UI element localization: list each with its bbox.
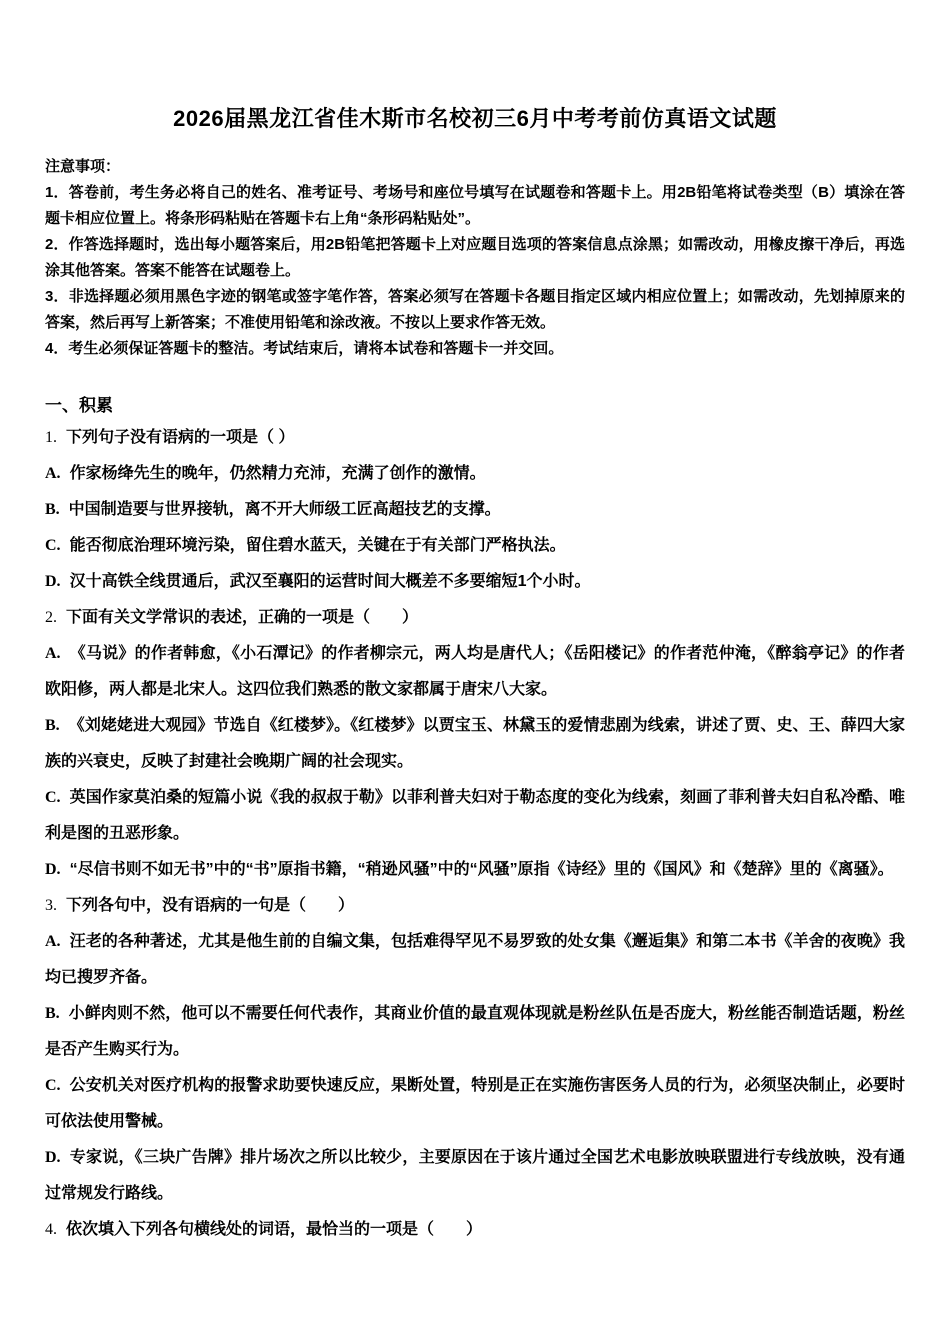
option-b-label: B. bbox=[45, 501, 60, 518]
question-2-stem-text: 下面有关文学常识的表述，正确的一项是（ ） bbox=[66, 609, 419, 626]
question-1-option-b bbox=[45, 492, 905, 528]
question-3-stem-text: 下列各句中，没有语病的一句是（ ） bbox=[66, 897, 355, 914]
question-3-stem bbox=[45, 888, 905, 924]
question-2-option-d bbox=[45, 852, 905, 888]
question-1-stem-text: 下列句子没有语病的一项是（ ） bbox=[66, 429, 295, 446]
option-c-text: 公安机关对医疗机构的报警求助要快速反应，果断处置，特别是正在实施伤害医务人员的行为，必须坚决制止，必要时可依法使用警械。 bbox=[45, 1077, 905, 1130]
question-4-number: 4. bbox=[45, 1221, 57, 1238]
option-c-text: 能否彻底治理环境污染，留住碧水蓝天，关键在于有关部门严格执法。 bbox=[69, 537, 566, 554]
notice-item-2: 2．作答选择题时，选出每小题答案后，用2B铅笔把答题卡上对应题目选项的答案信息点涂黑；如需改动，用橡皮擦干净后，再选涂其他答案。答案不能答在试题卷上。 bbox=[45, 236, 905, 279]
option-b-label: B. bbox=[45, 717, 60, 734]
page-title: 2026届黑龙江省佳木斯市名校初三6月中考考前仿真语文试题 bbox=[173, 106, 777, 131]
notice-item-1: 1．答卷前，考生务必将自己的姓名、准考证号、考场号和座位号填写在试题卷和答题卡上。用2B铅笔将试卷类型（B）填涂在答题卡相应位置上。将条形码粘贴在答题卡右上角“条形码粘贴处”。 bbox=[45, 184, 905, 227]
question-3-option-a bbox=[45, 924, 905, 996]
option-a-text: 《马说》的作者韩愈，《小石潭记》的作者柳宗元，两人均是唐代人；《岳阳楼记》的作者范仲淹，《醉翁亭记》的作者欧阳修，两人都是北宋人。这四位我们熟悉的散文家都属于唐宋八大家。 bbox=[45, 645, 905, 698]
question-1-option-c bbox=[45, 528, 905, 564]
notice-item-4: 4．考生必须保证答题卡的整洁。考试结束后，请将本试卷和答题卡一并交回。 bbox=[45, 340, 564, 357]
option-c-label: C. bbox=[45, 1077, 61, 1094]
question-2-option-a bbox=[45, 636, 905, 708]
notice-section bbox=[45, 154, 905, 362]
question-4-stem bbox=[45, 1212, 905, 1248]
option-b-label: B. bbox=[45, 1005, 60, 1022]
question-3-option-b bbox=[45, 996, 905, 1068]
option-d-label: D. bbox=[45, 1149, 61, 1166]
question-2-option-c bbox=[45, 780, 905, 852]
question-2 bbox=[45, 600, 905, 888]
option-a-label: A. bbox=[45, 645, 61, 662]
question-3-option-c bbox=[45, 1068, 905, 1140]
option-a-text: 汪老的各种著述，尤其是他生前的自编文集，包括难得罕见不易罗致的处女集《邂逅集》和第二本书《羊舍的夜晚》我均已搜罗齐备。 bbox=[45, 933, 905, 986]
notice-item-3: 3．非选择题必须用黑色字迹的钢笔或签字笔作答，答案必须写在答题卡各题目指定区域内相应位置上；如需改动，先划掉原来的答案，然后再写上新答案；不准使用铅笔和涂改液。不按以上要求作答无效。 bbox=[45, 288, 905, 331]
option-c-label: C. bbox=[45, 789, 61, 806]
question-1-number: 1. bbox=[45, 429, 57, 446]
question-1-stem bbox=[45, 420, 905, 456]
section-accumulation bbox=[45, 392, 905, 1248]
option-d-label: D. bbox=[45, 573, 61, 590]
question-3 bbox=[45, 888, 905, 1212]
notice-heading: 注意事项： bbox=[45, 158, 121, 175]
question-4 bbox=[45, 1212, 905, 1248]
option-a-label: A. bbox=[45, 933, 61, 950]
question-2-stem bbox=[45, 600, 905, 636]
section-heading: 一、积累 bbox=[45, 396, 113, 415]
option-d-text: 专家说，《三块广告牌》排片场次之所以比较少，主要原因在于该片通过全国艺术电影放映联盟进行专线放映，没有通过常规发行路线。 bbox=[45, 1149, 905, 1202]
question-1 bbox=[45, 420, 905, 600]
option-c-label: C. bbox=[45, 537, 61, 554]
question-1-option-d bbox=[45, 564, 905, 600]
question-4-stem-text: 依次填入下列各句横线处的词语，最恰当的一项是（ ） bbox=[66, 1221, 483, 1238]
option-c-text: 英国作家莫泊桑的短篇小说《我的叔叔于勒》以菲利普夫妇对于勒态度的变化为线索，刻画了菲利普夫妇自私冷酷、唯利是图的丑恶形象。 bbox=[45, 789, 905, 842]
option-a-text: 作家杨绛先生的晚年，仍然精力充沛，充满了创作的激情。 bbox=[69, 465, 486, 482]
option-d-label: D. bbox=[45, 861, 61, 878]
question-1-option-a bbox=[45, 456, 905, 492]
option-d-text: “尽信书则不如无书”中的“书”原指书籍，“稍逊风骚”中的“风骚”原指《诗经》里的《国风》和《楚辞》里的《离骚》。 bbox=[69, 861, 894, 878]
question-3-number: 3. bbox=[45, 897, 57, 914]
question-2-number: 2. bbox=[45, 609, 57, 626]
option-b-text: 《刘姥姥进大观园》节选自《红楼梦》。《红楼梦》以贾宝玉、林黛玉的爱情悲剧为线索，讲述了贾、史、王、薛四大家族的兴衰史，反映了封建社会晚期广阔的社会现实。 bbox=[45, 717, 905, 770]
option-a-label: A. bbox=[45, 465, 61, 482]
option-b-text: 小鲜肉则不然，他可以不需要任何代表作，其商业价值的最直观体现就是粉丝队伍是否庞大，粉丝能否制造话题，粉丝是否产生购买行为。 bbox=[45, 1005, 905, 1058]
option-b-text: 中国制造要与世界接轨，离不开大师级工匠高超技艺的支撑。 bbox=[68, 501, 501, 518]
question-2-option-b bbox=[45, 708, 905, 780]
question-3-option-d bbox=[45, 1140, 905, 1212]
option-d-text: 汉十高铁全线贯通后，武汉至襄阳的运营时间大概差不多要缩短1个小时。 bbox=[69, 573, 591, 590]
